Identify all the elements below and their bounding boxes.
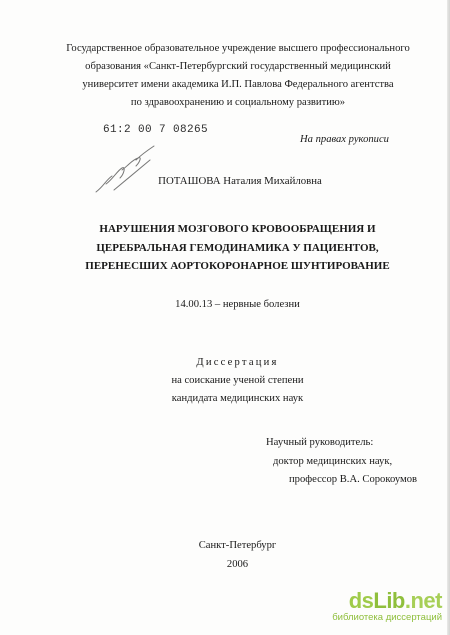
dissertation-heading: Диссертация (196, 357, 279, 368)
degree-line-2: кандидата медицинских наук (171, 393, 304, 404)
logo-ds: ds (348, 588, 374, 613)
title-line-1: НАРУШЕНИЯ МОЗГОВОГО КРОВООБРАЩЕНИЯ И (99, 223, 376, 235)
dissertation-type (40, 354, 435, 408)
title-line-3: ПЕРЕНЕСШИХ АОРТОКОРОНАРНОЕ ШУНТИРОВАНИЕ (85, 260, 390, 272)
institution-line-4: по здравоохранению и социальному развитию» (130, 97, 346, 108)
institution-header (48, 40, 428, 112)
dissertation-title (40, 220, 435, 276)
institution-line-2: образования «Санкт-Петербургский государственный медицинский (85, 61, 391, 72)
supervisor-name: профессор В.А. Сорокоумов (289, 474, 418, 485)
supervisor-degree: доктор медицинских наук, (273, 455, 393, 467)
specialty-code: 14.00.13 – нервные болезни (175, 299, 300, 310)
manuscript-rights-note: На правах рукописи (300, 134, 389, 145)
institution-line-3: университет имени академика И.П. Павлова Федерального агентства (82, 79, 394, 90)
institution-line-1: Государственное образовательное учреждение высшего профессионального (66, 43, 410, 54)
supervisor-label: Научный руководитель: (266, 437, 374, 448)
dslib-logo (349, 588, 442, 614)
degree-line-1: на соискание ученой степени (171, 375, 304, 386)
logo-lib: Lib (373, 588, 405, 613)
city: Санкт-Петербург (198, 540, 277, 551)
author-name: ПОТАШОВА Наталия Михайловна (158, 175, 322, 187)
watermark-tagline: библиотека диссертаций (332, 612, 442, 623)
logo-net: .net (404, 588, 442, 613)
supervisor-block (266, 434, 446, 490)
place-and-year (40, 536, 435, 574)
dslib-watermark[interactable] (318, 588, 446, 628)
library-stamp-number: 61:2 00 7 08265 (103, 124, 209, 136)
title-line-2: ЦЕРЕБРАЛЬНАЯ ГЕМОДИНАМИКА У ПАЦИЕНТОВ, (96, 241, 379, 254)
handwritten-signature (92, 140, 162, 200)
year: 2006 (226, 559, 249, 570)
